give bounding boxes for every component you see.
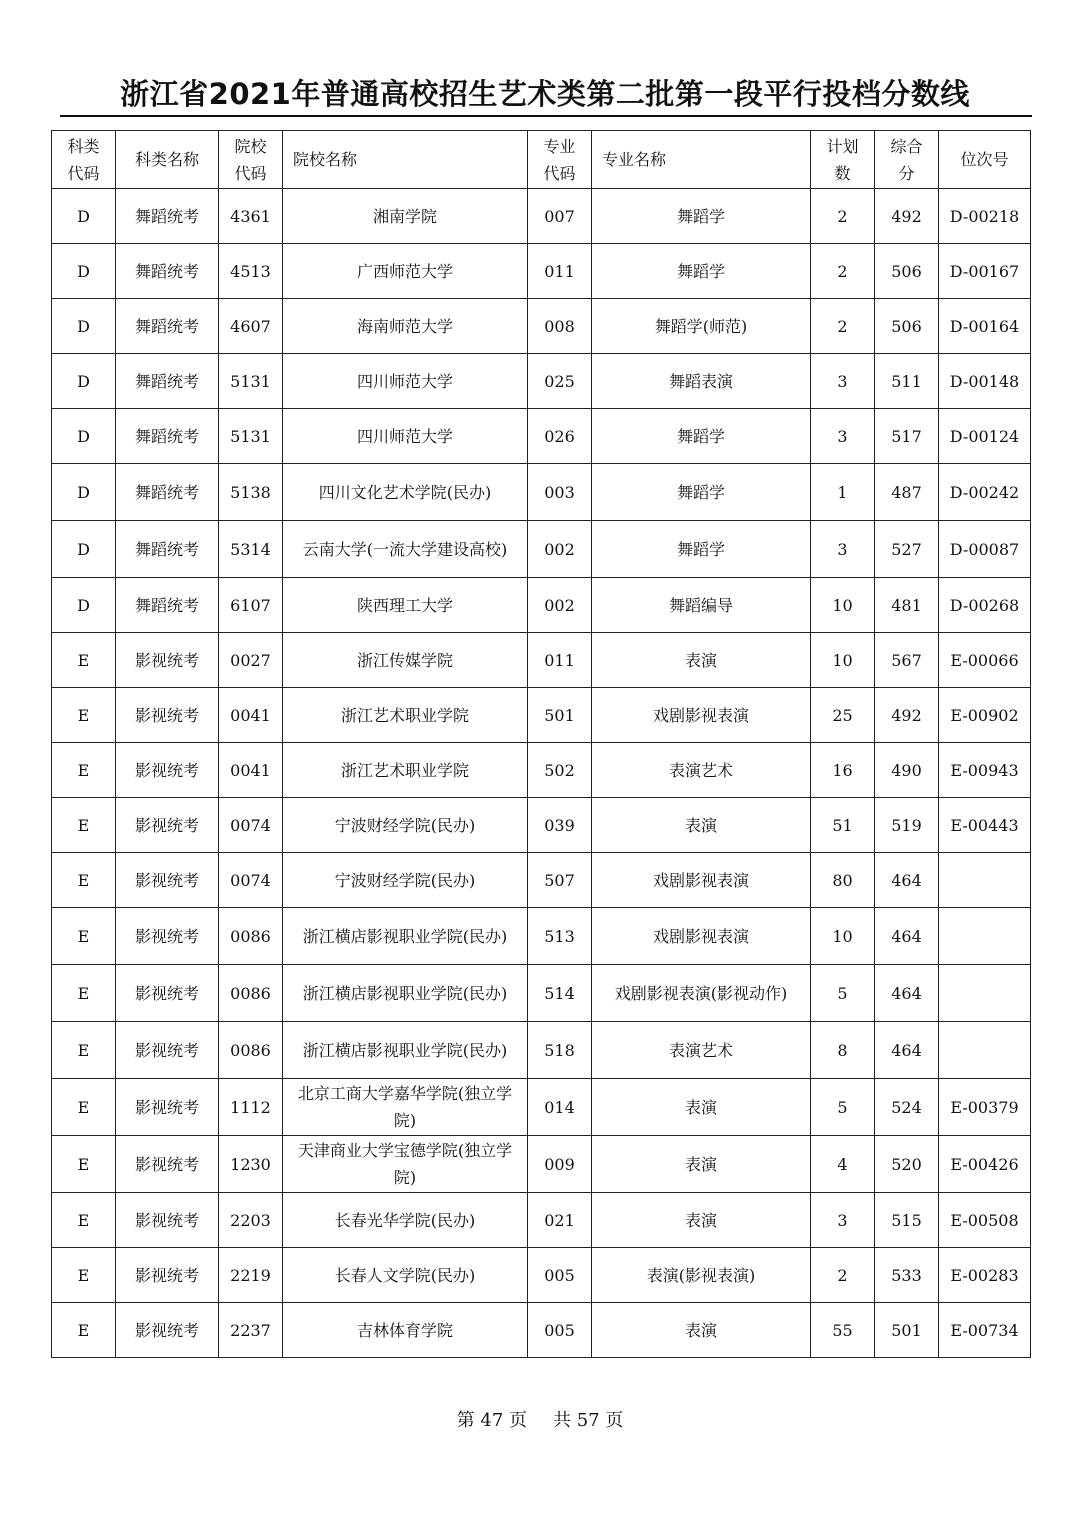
major-code-cell: 507 (528, 853, 592, 908)
plan-count-cell: 2 (811, 244, 875, 299)
rank-number-cell: D-00167 (939, 244, 1031, 299)
plan-count-cell: 2 (811, 1248, 875, 1303)
major-code-cell: 014 (528, 1079, 592, 1136)
composite-score-cell: 533 (875, 1248, 939, 1303)
subject-name-cell: 舞蹈统考 (116, 409, 219, 464)
composite-score-cell: 492 (875, 688, 939, 743)
header-line: 代码 (234, 163, 267, 183)
subject-code-cell: E (52, 688, 116, 743)
composite-score-cell: 464 (875, 965, 939, 1022)
table-row (52, 908, 1031, 965)
rank-number-cell (939, 853, 1031, 908)
composite-score-cell: 464 (875, 908, 939, 965)
table-row (52, 853, 1031, 908)
major-code-cell: 009 (528, 1136, 592, 1193)
school-code-cell: 0041 (219, 743, 283, 798)
header-subject-name (116, 131, 219, 189)
school-name-cell: 宁波财经学院(民办) (283, 798, 528, 853)
subject-name-cell: 舞蹈统考 (116, 299, 219, 354)
school-name-cell: 广西师范大学 (283, 244, 528, 299)
rank-number-cell: E-00734 (939, 1303, 1031, 1358)
major-name-cell: 表演(影视表演) (592, 1248, 811, 1303)
table-row (52, 464, 1031, 521)
school-code-cell: 5131 (219, 409, 283, 464)
document-title: 浙江省2021年普通高校招生艺术类第二批第一段平行投档分数线 (120, 77, 970, 111)
composite-score-cell: 517 (875, 409, 939, 464)
school-code-cell: 0027 (219, 633, 283, 688)
school-code-cell: 5138 (219, 464, 283, 521)
plan-count-cell: 3 (811, 521, 875, 578)
major-code-cell: 002 (528, 521, 592, 578)
school-name-cell: 浙江横店影视职业学院(民办) (283, 908, 528, 965)
table-row (52, 1136, 1031, 1193)
header-line: 院校 (234, 136, 267, 156)
table-header (52, 131, 1031, 189)
subject-name-cell: 影视统考 (116, 1079, 219, 1136)
major-code-cell: 011 (528, 244, 592, 299)
rank-number-cell: D-00242 (939, 464, 1031, 521)
major-name-cell: 表演艺术 (592, 743, 811, 798)
plan-count-cell: 5 (811, 1079, 875, 1136)
rank-number-cell: E-00379 (939, 1079, 1031, 1136)
major-name-cell: 戏剧影视表演 (592, 908, 811, 965)
composite-score-cell: 506 (875, 244, 939, 299)
rank-number-cell: D-00087 (939, 521, 1031, 578)
subject-code-cell: E (52, 1248, 116, 1303)
subject-name-cell: 影视统考 (116, 853, 219, 908)
major-code-cell: 514 (528, 965, 592, 1022)
major-code-cell: 008 (528, 299, 592, 354)
major-name-cell: 舞蹈编导 (592, 578, 811, 633)
major-name-cell: 舞蹈学 (592, 189, 811, 244)
plan-count-cell: 55 (811, 1303, 875, 1358)
major-name-cell: 表演 (592, 1193, 811, 1248)
school-code-cell: 1112 (219, 1079, 283, 1136)
composite-score-cell: 487 (875, 464, 939, 521)
plan-count-cell: 3 (811, 1193, 875, 1248)
school-code-cell: 2203 (219, 1193, 283, 1248)
plan-count-cell: 2 (811, 189, 875, 244)
major-code-cell: 007 (528, 189, 592, 244)
subject-name-cell: 影视统考 (116, 1303, 219, 1358)
rank-number-cell: E-00283 (939, 1248, 1031, 1303)
plan-count-cell: 10 (811, 633, 875, 688)
subject-code-cell: E (52, 798, 116, 853)
major-name-cell: 表演 (592, 1136, 811, 1193)
page-total: 共 57 页 (553, 1410, 624, 1431)
header-line: 科类名称 (134, 150, 199, 169)
subject-code-cell: E (52, 1079, 116, 1136)
school-name-cell: 宁波财经学院(民办) (283, 853, 528, 908)
header-line: 专业 (543, 136, 576, 156)
subject-code-cell: E (52, 743, 116, 798)
school-name-cell: 浙江艺术职业学院 (283, 688, 528, 743)
subject-name-cell: 舞蹈统考 (116, 578, 219, 633)
subject-code-cell: E (52, 1193, 116, 1248)
rank-number-cell: D-00218 (939, 189, 1031, 244)
subject-name-cell: 舞蹈统考 (116, 521, 219, 578)
plan-count-cell: 1 (811, 464, 875, 521)
header-line: 专业名称 (602, 150, 667, 169)
plan-count-cell: 10 (811, 578, 875, 633)
plan-count-cell: 4 (811, 1136, 875, 1193)
rank-number-cell: D-00268 (939, 578, 1031, 633)
composite-score-cell: 524 (875, 1079, 939, 1136)
school-code-cell: 0041 (219, 688, 283, 743)
header-rank-number (939, 131, 1031, 189)
subject-name-cell: 影视统考 (116, 965, 219, 1022)
composite-score-cell: 464 (875, 1022, 939, 1079)
major-code-cell: 011 (528, 633, 592, 688)
subject-name-cell: 影视统考 (116, 798, 219, 853)
major-name-cell: 表演 (592, 798, 811, 853)
rank-number-cell: E-00902 (939, 688, 1031, 743)
table-row (52, 688, 1031, 743)
major-name-cell: 戏剧影视表演(影视动作) (592, 965, 811, 1022)
composite-score-cell: 481 (875, 578, 939, 633)
plan-count-cell: 2 (811, 299, 875, 354)
plan-count-cell: 10 (811, 908, 875, 965)
school-code-cell: 0074 (219, 853, 283, 908)
school-name-cell: 云南大学(一流大学建设高校) (283, 521, 528, 578)
school-name-cell: 浙江传媒学院 (283, 633, 528, 688)
school-name-cell: 北京工商大学嘉华学院(独立学院) (283, 1079, 528, 1136)
header-line: 位次号 (960, 150, 1009, 169)
school-code-cell: 2237 (219, 1303, 283, 1358)
header-school-code (219, 131, 283, 189)
rank-number-cell: D-00164 (939, 299, 1031, 354)
composite-score-cell: 492 (875, 189, 939, 244)
table-row (52, 578, 1031, 633)
header-line: 科类 (67, 136, 100, 156)
school-name-cell: 海南师范大学 (283, 299, 528, 354)
major-code-cell: 502 (528, 743, 592, 798)
school-code-cell: 0086 (219, 965, 283, 1022)
major-code-cell: 501 (528, 688, 592, 743)
table-row (52, 798, 1031, 853)
table-body (52, 189, 1031, 1358)
school-code-cell: 5314 (219, 521, 283, 578)
major-name-cell: 表演艺术 (592, 1022, 811, 1079)
subject-name-cell: 舞蹈统考 (116, 464, 219, 521)
school-name-cell: 浙江艺术职业学院 (283, 743, 528, 798)
plan-count-cell: 8 (811, 1022, 875, 1079)
composite-score-cell: 464 (875, 853, 939, 908)
school-code-cell: 0086 (219, 1022, 283, 1079)
major-code-cell: 513 (528, 908, 592, 965)
major-code-cell: 021 (528, 1193, 592, 1248)
plan-count-cell: 3 (811, 354, 875, 409)
table-row (52, 409, 1031, 464)
rank-number-cell (939, 965, 1031, 1022)
school-code-cell: 4513 (219, 244, 283, 299)
subject-code-cell: E (52, 965, 116, 1022)
school-name-cell: 吉林体育学院 (283, 1303, 528, 1358)
composite-score-cell: 490 (875, 743, 939, 798)
subject-name-cell: 影视统考 (116, 1136, 219, 1193)
header-major-code (528, 131, 592, 189)
header-composite-score (875, 131, 939, 189)
composite-score-cell: 511 (875, 354, 939, 409)
plan-count-cell: 3 (811, 409, 875, 464)
title-underline (60, 115, 1032, 117)
table-row (52, 521, 1031, 578)
school-name-cell: 陕西理工大学 (283, 578, 528, 633)
school-name-cell: 长春人文学院(民办) (283, 1248, 528, 1303)
subject-code-cell: E (52, 633, 116, 688)
school-name-cell: 湘南学院 (283, 189, 528, 244)
major-name-cell: 表演 (592, 1303, 811, 1358)
major-code-cell: 518 (528, 1022, 592, 1079)
subject-name-cell: 舞蹈统考 (116, 244, 219, 299)
school-code-cell: 4361 (219, 189, 283, 244)
subject-code-cell: D (52, 299, 116, 354)
rank-number-cell (939, 1022, 1031, 1079)
subject-code-cell: E (52, 1303, 116, 1358)
rank-number-cell: E-00508 (939, 1193, 1031, 1248)
subject-name-cell: 影视统考 (116, 688, 219, 743)
subject-code-cell: D (52, 409, 116, 464)
subject-name-cell: 舞蹈统考 (116, 189, 219, 244)
major-name-cell: 表演 (592, 1079, 811, 1136)
admission-score-table (51, 130, 1031, 1358)
school-code-cell: 4607 (219, 299, 283, 354)
table-row (52, 244, 1031, 299)
subject-code-cell: D (52, 189, 116, 244)
subject-code-cell: D (52, 464, 116, 521)
page-number: 第 47 页 (456, 1410, 527, 1431)
school-code-cell: 1230 (219, 1136, 283, 1193)
table-row (52, 189, 1031, 244)
header-line: 院校名称 (293, 150, 358, 169)
composite-score-cell: 501 (875, 1303, 939, 1358)
school-code-cell: 6107 (219, 578, 283, 633)
composite-score-cell: 567 (875, 633, 939, 688)
table-row (52, 1303, 1031, 1358)
major-code-cell: 002 (528, 578, 592, 633)
school-name-cell: 浙江横店影视职业学院(民办) (283, 1022, 528, 1079)
major-name-cell: 舞蹈学 (592, 409, 811, 464)
rank-number-cell: E-00426 (939, 1136, 1031, 1193)
subject-code-cell: D (52, 521, 116, 578)
school-code-cell: 0074 (219, 798, 283, 853)
header-line: 代码 (543, 163, 576, 183)
school-code-cell: 0086 (219, 908, 283, 965)
major-code-cell: 005 (528, 1248, 592, 1303)
header-line: 综合 (890, 136, 923, 156)
table-row (52, 1193, 1031, 1248)
table-row (52, 299, 1031, 354)
table-row (52, 1248, 1031, 1303)
subject-code-cell: D (52, 578, 116, 633)
subject-name-cell: 影视统考 (116, 633, 219, 688)
major-name-cell: 戏剧影视表演 (592, 688, 811, 743)
subject-name-cell: 影视统考 (116, 743, 219, 798)
rank-number-cell: D-00124 (939, 409, 1031, 464)
major-name-cell: 舞蹈学 (592, 521, 811, 578)
major-name-cell: 舞蹈学 (592, 244, 811, 299)
school-name-cell: 长春光华学院(民办) (283, 1193, 528, 1248)
composite-score-cell: 515 (875, 1193, 939, 1248)
school-name-cell: 天津商业大学宝德学院(独立学院) (283, 1136, 528, 1193)
school-code-cell: 2219 (219, 1248, 283, 1303)
subject-name-cell: 影视统考 (116, 1248, 219, 1303)
school-name-cell: 四川师范大学 (283, 354, 528, 409)
table-row (52, 1022, 1031, 1079)
major-code-cell: 003 (528, 464, 592, 521)
major-code-cell: 026 (528, 409, 592, 464)
page-footer (0, 1406, 1080, 1432)
composite-score-cell: 506 (875, 299, 939, 354)
school-name-cell: 四川文化艺术学院(民办) (283, 464, 528, 521)
rank-number-cell: D-00148 (939, 354, 1031, 409)
rank-number-cell: E-00943 (939, 743, 1031, 798)
plan-count-cell: 25 (811, 688, 875, 743)
subject-name-cell: 舞蹈统考 (116, 354, 219, 409)
composite-score-cell: 520 (875, 1136, 939, 1193)
table-row (52, 965, 1031, 1022)
header-school-name (283, 131, 528, 189)
major-name-cell: 舞蹈表演 (592, 354, 811, 409)
subject-code-cell: E (52, 853, 116, 908)
header-line: 数 (834, 163, 851, 183)
major-code-cell: 005 (528, 1303, 592, 1358)
table-row (52, 743, 1031, 798)
rank-number-cell: E-00066 (939, 633, 1031, 688)
header-line: 计划 (826, 136, 859, 156)
subject-code-cell: D (52, 244, 116, 299)
plan-count-cell: 51 (811, 798, 875, 853)
major-name-cell: 舞蹈学(师范) (592, 299, 811, 354)
subject-code-cell: E (52, 1136, 116, 1193)
subject-code-cell: D (52, 354, 116, 409)
header-line: 代码 (67, 163, 100, 183)
header-line: 分 (898, 163, 915, 183)
major-name-cell: 舞蹈学 (592, 464, 811, 521)
table-row (52, 1079, 1031, 1136)
school-name-cell: 浙江横店影视职业学院(民办) (283, 965, 528, 1022)
composite-score-cell: 519 (875, 798, 939, 853)
major-name-cell: 戏剧影视表演 (592, 853, 811, 908)
header-major-name (592, 131, 811, 189)
subject-name-cell: 影视统考 (116, 908, 219, 965)
major-name-cell: 表演 (592, 633, 811, 688)
school-name-cell: 四川师范大学 (283, 409, 528, 464)
composite-score-cell: 527 (875, 521, 939, 578)
header-plan-count (811, 131, 875, 189)
major-code-cell: 039 (528, 798, 592, 853)
table-row (52, 354, 1031, 409)
rank-number-cell: E-00443 (939, 798, 1031, 853)
subject-name-cell: 影视统考 (116, 1193, 219, 1248)
major-code-cell: 025 (528, 354, 592, 409)
header-subject-code (52, 131, 116, 189)
table-row (52, 633, 1031, 688)
school-code-cell: 5131 (219, 354, 283, 409)
plan-count-cell: 80 (811, 853, 875, 908)
subject-name-cell: 影视统考 (116, 1022, 219, 1079)
rank-number-cell (939, 908, 1031, 965)
plan-count-cell: 16 (811, 743, 875, 798)
subject-code-cell: E (52, 1022, 116, 1079)
subject-code-cell: E (52, 908, 116, 965)
plan-count-cell: 5 (811, 965, 875, 1022)
